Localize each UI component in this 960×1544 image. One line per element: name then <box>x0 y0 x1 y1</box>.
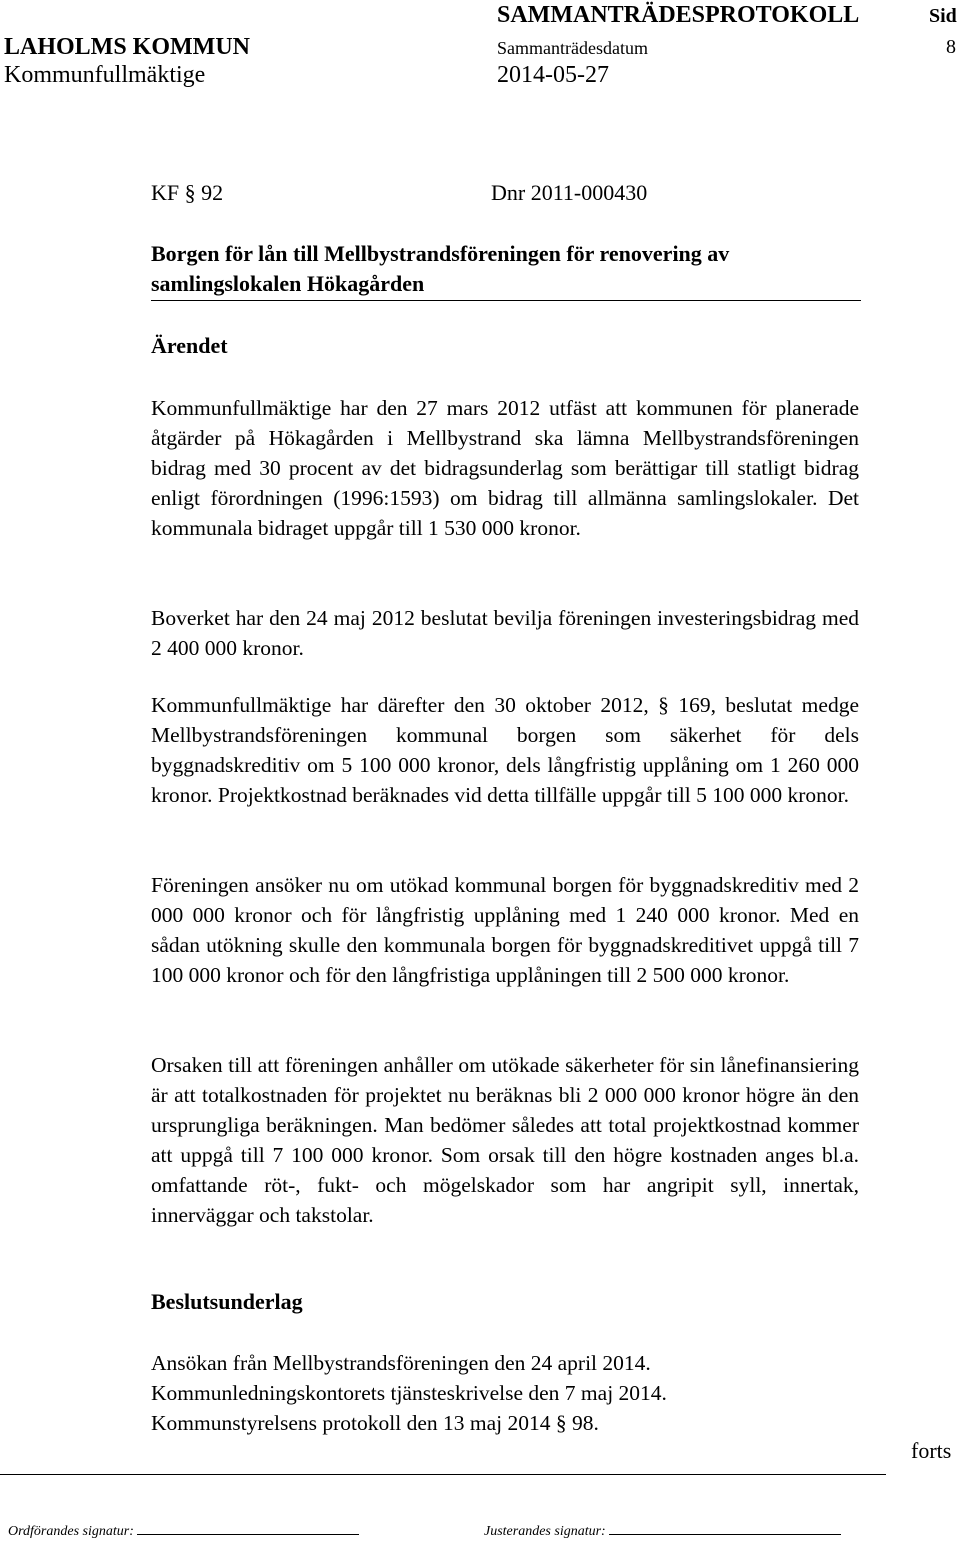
adjuster-signature-label: Justerandes signatur: <box>484 1524 606 1539</box>
footer-rule <box>0 1474 886 1475</box>
arendet-heading: Ärendet <box>151 333 228 358</box>
underlag-item: Kommunstyrelsens protokoll den 13 maj 2014 § 98. <box>151 1411 599 1435</box>
paragraph-2: Boverket har den 24 maj 2012 beslutat bevilja föreningen investeringsbidrag med 2 400 000 kronor. <box>151 606 859 660</box>
adjuster-signature-line <box>609 1522 841 1535</box>
item-id: KF § 92 <box>151 180 224 205</box>
page-label: Sid <box>929 5 957 27</box>
dnr: Dnr 2011-000430 <box>491 180 648 205</box>
adjuster-signature <box>484 1522 841 1540</box>
page-number: 8 <box>946 36 956 58</box>
paragraph-5: Orsaken till att föreningen anhåller om utökade säkerheter för sin lånefinansiering är att totalkostnaden för projektet nu beräknas bli 2 000 000 kronor högre än den ursprungliga beräkningen. Man bedömer således att total projektkostnad kommer att uppgå till 7 100 000 kronor. Som orsak till den högre kostnaden anges bl.a. omfattande röt-, fukt- och mögelskador som har angripit syll, innertak, innerväggar och takstolar. <box>151 1053 859 1227</box>
paragraph-3: Kommunfullmäktige har därefter den 30 oktober 2012, § 169, beslutat medge Mellbystrandsföreningen kommunal borgen som säkerhet för dels byggnadskreditiv om 5 100 000 kronor, dels långfristig upplåning om 1 260 000 kronor. Projektkostnad beräknades vid detta tillfälle uppgår till 5 100 000 kronor. <box>151 693 859 807</box>
chair-signature <box>8 1522 359 1540</box>
date-label: Sammanträdesdatum <box>497 38 648 58</box>
protocol-title: SAMMANTRÄDESPROTOKOLL <box>497 2 860 28</box>
chair-signature-label: Ordförandes signatur: <box>8 1524 134 1539</box>
paragraph-4: Föreningen ansöker nu om utökad kommunal borgen för byggnadskreditiv med 2 000 000 kronor och för långfristig upplåning med 1 240 000 kronor. Med en sådan utökning skulle den kommunala borgen för byggnadskreditivet uppgå till 7 100 000 kronor och för den långfristiga upplåningen till 2 500 000 kronor. <box>151 873 859 987</box>
item-title-line-2: samlingslokalen Hökagården <box>151 271 425 296</box>
org-name: LAHOLMS KOMMUN <box>4 34 250 60</box>
title-rule <box>151 300 861 301</box>
item-title-line-1: Borgen för lån till Mellbystrandsföreningen för renovering av <box>151 241 730 266</box>
meeting-date: 2014-05-27 <box>497 62 609 88</box>
body-name: Kommunfullmäktige <box>4 62 206 88</box>
chair-signature-line <box>137 1522 359 1535</box>
underlag-list <box>151 1348 667 1438</box>
underlag-item: Kommunledningskontorets tjänsteskrivelse den 7 maj 2014. <box>151 1381 667 1405</box>
paragraph-1: Kommunfullmäktige har den 27 mars 2012 utfäst att kommunen för planerade åtgärder på Hökagården i Mellbystrand ska lämna Mellbystrandsföreningen bidrag med 30 procent av det bidragsunderlag som berättigar till statligt bidrag enligt förordningen (1996:1593) om bidrag till allmänna samlingslokaler. Det kommunala bidraget uppgår till 1 530 000 kronor. <box>151 396 859 540</box>
item-title <box>151 239 729 299</box>
continued-label: forts <box>911 1438 952 1463</box>
beslutsunderlag-heading: Beslutsunderlag <box>151 1289 303 1314</box>
underlag-item: Ansökan från Mellbystrandsföreningen den 24 april 2014. <box>151 1351 651 1375</box>
